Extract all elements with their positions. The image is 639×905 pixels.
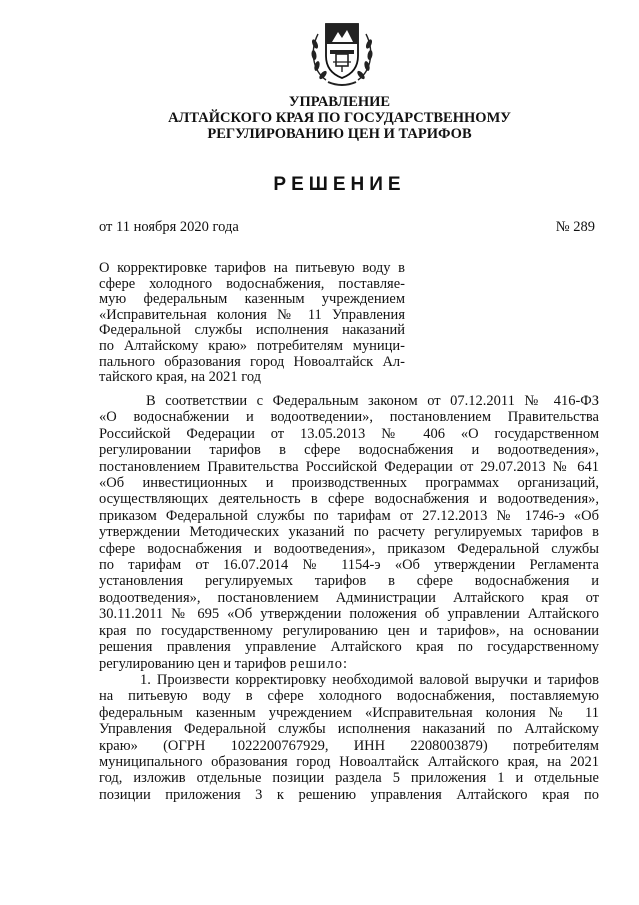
item1-line: муниципального образования город Новоалтайск Алтайского края, на 2021	[99, 753, 599, 770]
preamble-line: утверждении Методических указаний по расчету регулируемых тарифов в	[99, 524, 599, 541]
item1-line: позиции приложения 3 к решению управления Алтайского края по	[99, 786, 599, 803]
preamble-line: решения правления управление Алтайского края по государственному	[99, 639, 599, 656]
preamble-line: водоотведения», постановлением Администрации Алтайского края от	[99, 589, 599, 606]
item1-line: краю» (ОГРН 1022200767929, ИНН 2208003879) потребителям	[99, 737, 599, 754]
subject-line: сфере холодного водоснабжения, поставляе-	[99, 275, 405, 292]
preamble-line: по тарифам от 16.07.2014 № 1154-э «Об утверждении Регламента	[99, 557, 599, 574]
preamble-line: осуществляющих деятельность в сфере водоснабжения и водоотведения»,	[99, 491, 599, 508]
org-line-3: РЕГУЛИРОВАНИЮ ЦЕН И ТАРИФОВ	[207, 126, 472, 142]
document-body	[99, 393, 599, 803]
preamble-line: «О водоснабжении и водоотведении», постановлением Правительства	[99, 409, 599, 426]
item1-line: федеральным казенным учреждением «Исправительная колония № 11	[99, 704, 599, 721]
subject-line: О корректировке тарифов на питьевую воду в	[99, 260, 405, 276]
preamble-line: 30.11.2011 № 695 «Об утверждении положения об управлении Алтайского	[99, 606, 599, 623]
preamble-line: установления регулируемых тарифов в сфере водоснабжения и	[99, 573, 599, 590]
preamble-line: Российской Федерации от 13.05.2013 № 406 «О государственном	[99, 425, 599, 442]
preamble-line: постановлением Правительства Российской Федерации от 29.07.2013 № 641	[99, 458, 599, 475]
subject-line: пального образования город Новоалтайск Ал-	[99, 353, 405, 370]
item1-line: на питьевую воду в сфере холодного водоснабжения, поставляемую	[99, 688, 599, 705]
preamble-line: «Об инвестиционных и производственных программах организаций,	[99, 475, 599, 492]
item1-line: 1. Произвести корректировку необходимой валовой выручки и тарифов	[140, 671, 599, 688]
document-date: от 11 ноября 2020 года	[99, 219, 239, 235]
document-title: РЕШЕНИЕ	[273, 174, 406, 195]
org-line-2: АЛТАЙСКОГО КРАЯ ПО ГОСУДАРСТВЕННОМУ	[168, 110, 511, 126]
preamble-line: края по государственному регулированию цен и тарифов», на основании	[99, 622, 599, 639]
preamble-line: регулировании тарифов в сфере водоснабжения и водоотведения»,	[99, 442, 599, 459]
org-line-1: УПРАВЛЕНИЕ	[288, 94, 391, 110]
item1-line: год, изложив отдельные позиции раздела 5 приложения 1 и отдельные	[99, 770, 599, 787]
preamble-final-line	[99, 656, 599, 672]
preamble-line: приказом Федеральной службы по тарифам от 27.12.2013 № 1746-э «Об	[99, 507, 599, 524]
subject-line: Федеральной службы исполнения наказаний	[99, 322, 405, 339]
preamble-line: сфере водоснабжения и водоотведения», приказом Федеральной службы	[99, 540, 599, 557]
decision-word: решило:	[289, 655, 348, 672]
organization-name	[0, 94, 639, 142]
document-subject	[99, 261, 405, 386]
preamble-final-text: регулированию цен и тарифов	[99, 655, 290, 672]
subject-line: по Алтайскому краю» потребителям муници-	[99, 337, 405, 354]
coat-of-arms-emblem	[306, 14, 378, 88]
preamble-line: В соответствии с Федеральным законом от 07.12.2011 № 416-ФЗ	[146, 393, 599, 409]
item1-line: Управления Федеральной службы исполнения наказаний по Алтайскому	[99, 721, 599, 738]
subject-line: «Исправительная колония № 11 Управления	[99, 306, 405, 323]
document-number: № 289	[555, 219, 595, 235]
subject-line: мую федеральным казенным учреждением	[99, 291, 405, 308]
subject-line: тайского края, на 2021 год	[99, 369, 262, 386]
